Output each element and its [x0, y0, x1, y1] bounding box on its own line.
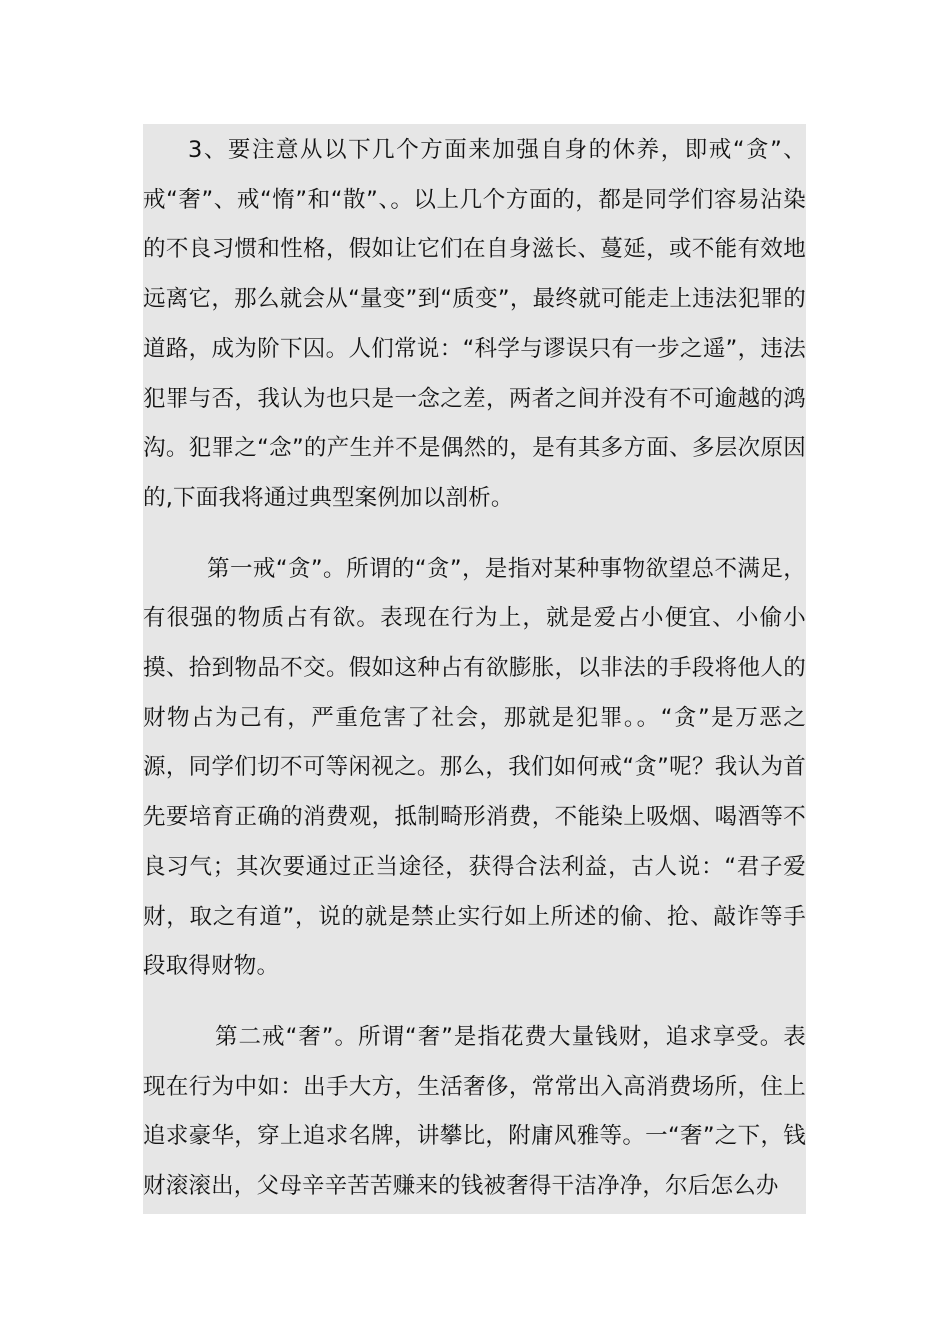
highlighted-text-block: [143, 124, 806, 1214]
paragraph-first-precept-greed: 第一戒“贪”。所谓的“贪”，是指对某种事物欲望总不满足，有很强的物质占有欲。表现在行为上，就是爱占小便宜、小偷小摸、拾到物品不交。假如这种占有欲膨胀，以非法的手段将他人的财物占为己有，严重危害了社会，那就是犯罪。。“贪”是万恶之源，同学们切不可等闲视之。那么，我们如何戒“贪”呢？我认为首先要培育正确的消费观，抵制畸形消费，不能染上吸烟、喝酒等不良习气；其次要通过正当途径，获得合法利益，古人说：“君子爱财，取之有道”，说的就是禁止实行如上所述的偷、抢、敲诈等手段取得财物。: [143, 555, 806, 980]
paragraph-self-cultivation: 3、要注意从以下几个方面来加强自身的休养，即戒“贪”、戒“奢”、戒“惰”和“散”、。以上几个方面的，都是同学们容易沾染的不良习惯和性格，假如让它们在自身滋长、蔓延，或不能有效地远离它，那么就会从“量变”到“质变”，最终就可能走上违法犯罪的道路，成为阶下囚。人们常说：“科学与谬误只有一步之遥”，违法犯罪与否，我认为也只是一念之差，两者之间并没有不可逾越的鸿沟。犯罪之“念”的产生并不是偶然的，是有其多方面、多层次原因的,下面我将通过典型案例加以剖析。: [143, 137, 806, 511]
paragraph-second-precept-extravagance: 第二戒“奢”。所谓“奢”是指花费大量钱财，追求享受。表现在行为中如：出手大方，生活奢侈，常常出入高消费场所，住上追求豪华，穿上追求名牌，讲攀比，附庸风雅等。一“奢”之下，钱财滚滚出，父母辛辛苦苦赚来的钱被奢得干洁净净，尔后怎么办: [143, 1023, 806, 1200]
